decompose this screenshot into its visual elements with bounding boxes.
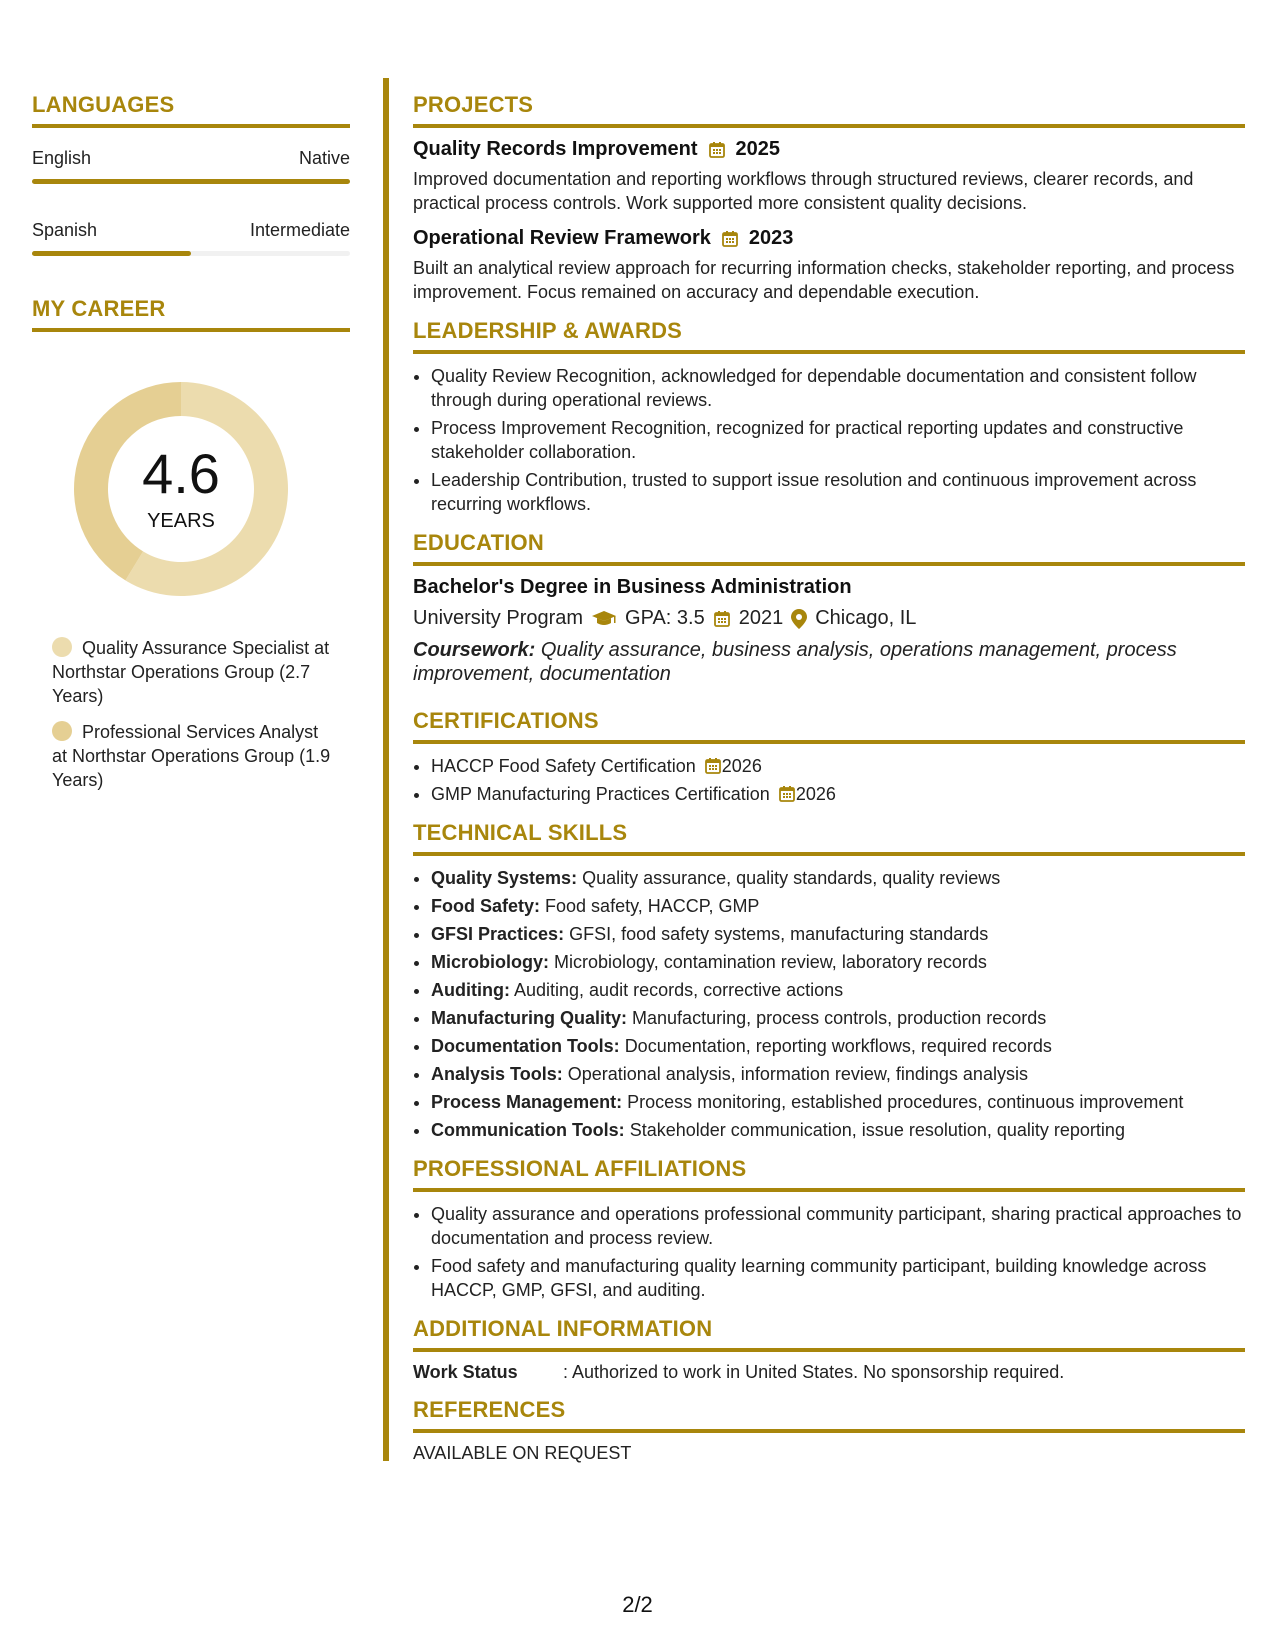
skill-label: Food Safety: — [431, 896, 541, 916]
education-school: University Program — [413, 607, 584, 629]
project-description: Improved documentation and reporting workflows through structured reviews, clearer records, and practical process controls. Work supported more consistent quality decisions. — [413, 169, 1194, 213]
project-name: Operational Review Framework — [413, 227, 711, 249]
page-number: 2/2 — [622, 1592, 653, 1617]
list-item — [431, 754, 1245, 778]
certification-year: 2026 — [721, 756, 762, 776]
list-item: • Leadership Contribution, trusted to support issue resolution and continuous improvement across recurring workflows. — [431, 468, 1245, 516]
skill-label: Auditing: — [431, 980, 510, 1000]
skill-label: Manufacturing Quality: — [431, 1008, 628, 1028]
skill-value: Quality assurance, quality standards, quality reviews — [582, 868, 1001, 888]
skill-label: Analysis Tools: — [431, 1064, 563, 1084]
education-title: EDUCATION — [413, 530, 1245, 566]
skill-item — [431, 922, 1245, 946]
skill-item — [431, 866, 1245, 890]
list-item: • Quality Review Recognition, acknowledged for dependable documentation and consistent follow through during operational reviews. — [431, 364, 1245, 412]
career-legend-item — [52, 636, 332, 708]
languages-title: LANGUAGES — [32, 92, 350, 128]
language-list — [32, 148, 350, 256]
calendar-icon — [704, 757, 722, 775]
project-year: 2025 — [735, 138, 781, 160]
list-item: • Process Improvement Recognition, recognized for practical reporting updates and constructive stakeholder collaboration. — [431, 416, 1245, 464]
language-level: Intermediate — [249, 220, 350, 240]
calendar-icon — [713, 610, 731, 628]
skill-label: Quality Systems: — [431, 868, 578, 888]
skill-value: Documentation, reporting workflows, required records — [624, 1036, 1052, 1056]
certification-name: HACCP Food Safety Certification — [431, 756, 696, 776]
leadership-title: LEADERSHIP & AWARDS — [413, 318, 1245, 354]
skill-value: Manufacturing, process controls, production records — [632, 1008, 1047, 1028]
education-degree: Bachelor's Degree in Business Administration — [413, 576, 852, 598]
certification-year: 2026 — [795, 784, 836, 804]
certification-name: GMP Manufacturing Practices Certification — [431, 784, 770, 804]
career-total-years: 4.6 — [142, 441, 220, 505]
affiliations-title: PROFESSIONAL AFFILIATIONS — [413, 1156, 1245, 1192]
skill-item — [431, 1034, 1245, 1058]
skill-label: Communication Tools: — [431, 1120, 625, 1140]
skill-value: Auditing, audit records, corrective actions — [514, 980, 844, 1000]
skills-list — [413, 866, 1245, 1142]
skill-item — [431, 1090, 1245, 1114]
additional-label: Work Status — [413, 1362, 518, 1382]
project-item — [413, 227, 1245, 304]
references-title: REFERENCES — [413, 1397, 1245, 1433]
skill-value: Process monitoring, established procedures, continuous improvement — [627, 1092, 1184, 1112]
education-meta — [413, 607, 1245, 630]
list-item: • Quality assurance and operations professional community participant, sharing practical approaches to documentation and process review. — [431, 1202, 1245, 1250]
skills-section — [413, 820, 1245, 1142]
project-year: 2023 — [748, 227, 794, 249]
education-gpa: GPA: 3.5 — [625, 607, 705, 629]
skill-label: GFSI Practices: — [431, 924, 565, 944]
language-item — [32, 148, 350, 184]
skills-title: TECHNICAL SKILLS — [413, 820, 1245, 856]
education-coursework — [413, 638, 1245, 686]
skill-label: Process Management: — [431, 1092, 623, 1112]
legend-dot — [52, 637, 72, 657]
skill-value: GFSI, food safety systems, manufacturing standards — [569, 924, 989, 944]
graduation-cap-icon — [591, 610, 617, 628]
list-item: • Food safety and manufacturing quality learning community participant, building knowledge across HACCP, GMP, GFSI, and auditing. — [431, 1254, 1245, 1302]
skill-item — [431, 1118, 1245, 1142]
calendar-icon — [708, 141, 726, 159]
language-name: Spanish — [32, 220, 98, 240]
leadership-list — [413, 364, 1245, 516]
list-item — [431, 782, 1245, 806]
column-divider — [383, 78, 389, 1461]
projects-section — [413, 92, 1245, 304]
project-description: Built an analytical review approach for recurring information checks, stakeholder reporting, and process improvement. Focus remained on accuracy and dependable execution. — [413, 258, 1235, 302]
calendar-icon — [778, 785, 796, 803]
left-column — [32, 92, 350, 804]
career-legend-item — [52, 720, 332, 792]
calendar-icon — [721, 230, 739, 248]
certifications-section — [413, 708, 1245, 806]
skill-label: Microbiology: — [431, 952, 549, 972]
location-pin-icon — [791, 609, 807, 629]
additional-row — [413, 1362, 1245, 1383]
skill-item — [431, 1006, 1245, 1030]
language-bar — [32, 251, 350, 256]
certifications-title: CERTIFICATIONS — [413, 708, 1245, 744]
language-level: Native — [298, 148, 350, 168]
certifications-list — [413, 754, 1245, 806]
additional-section — [413, 1316, 1245, 1383]
career-total-unit: YEARS — [147, 509, 215, 532]
education-location: Chicago, IL — [815, 607, 917, 629]
skill-value: Operational analysis, information review, findings analysis — [567, 1064, 1028, 1084]
projects-title: PROJECTS — [413, 92, 1245, 128]
skill-value: Stakeholder communication, issue resolution, quality reporting — [629, 1120, 1125, 1140]
skill-value: Food safety, HACCP, GMP — [545, 896, 760, 916]
skill-item — [431, 894, 1245, 918]
language-bar-fill — [32, 179, 350, 184]
coursework-label: Coursework: — [413, 639, 536, 661]
additional-value: : Authorized to work in United States. No sponsorship required. — [563, 1362, 1065, 1382]
project-name: Quality Records Improvement — [413, 138, 698, 160]
career-title: MY CAREER — [32, 296, 350, 332]
skill-item — [431, 978, 1245, 1002]
coursework-text: Quality assurance, business analysis, operations management, process improvement, documentation — [413, 639, 1177, 685]
leadership-section — [413, 318, 1245, 516]
language-item — [32, 220, 350, 256]
language-bar-fill — [32, 251, 191, 256]
affiliations-section — [413, 1156, 1245, 1302]
references-section — [413, 1397, 1245, 1464]
career-role-label: Quality Assurance Specialist at Northstar Operations Group (2.7 Years) — [52, 638, 330, 706]
project-item — [413, 138, 1245, 215]
skill-value: Microbiology, contamination review, laboratory records — [554, 952, 987, 972]
education-section — [413, 530, 1245, 686]
affiliations-list — [413, 1202, 1245, 1302]
education-year: 2021 — [738, 607, 784, 629]
career-role-label: Professional Services Analyst at Northstar Operations Group (1.9 Years) — [52, 722, 331, 790]
right-column — [413, 92, 1245, 1478]
skill-item — [431, 950, 1245, 974]
skill-label: Documentation Tools: — [431, 1036, 620, 1056]
career-donut-chart — [66, 374, 296, 604]
skill-item — [431, 1062, 1245, 1086]
additional-title: ADDITIONAL INFORMATION — [413, 1316, 1245, 1352]
career-legend — [52, 636, 332, 792]
legend-dot — [52, 721, 72, 741]
language-name: English — [32, 148, 92, 168]
references-text: AVAILABLE ON REQUEST — [413, 1443, 632, 1463]
language-bar — [32, 179, 350, 184]
